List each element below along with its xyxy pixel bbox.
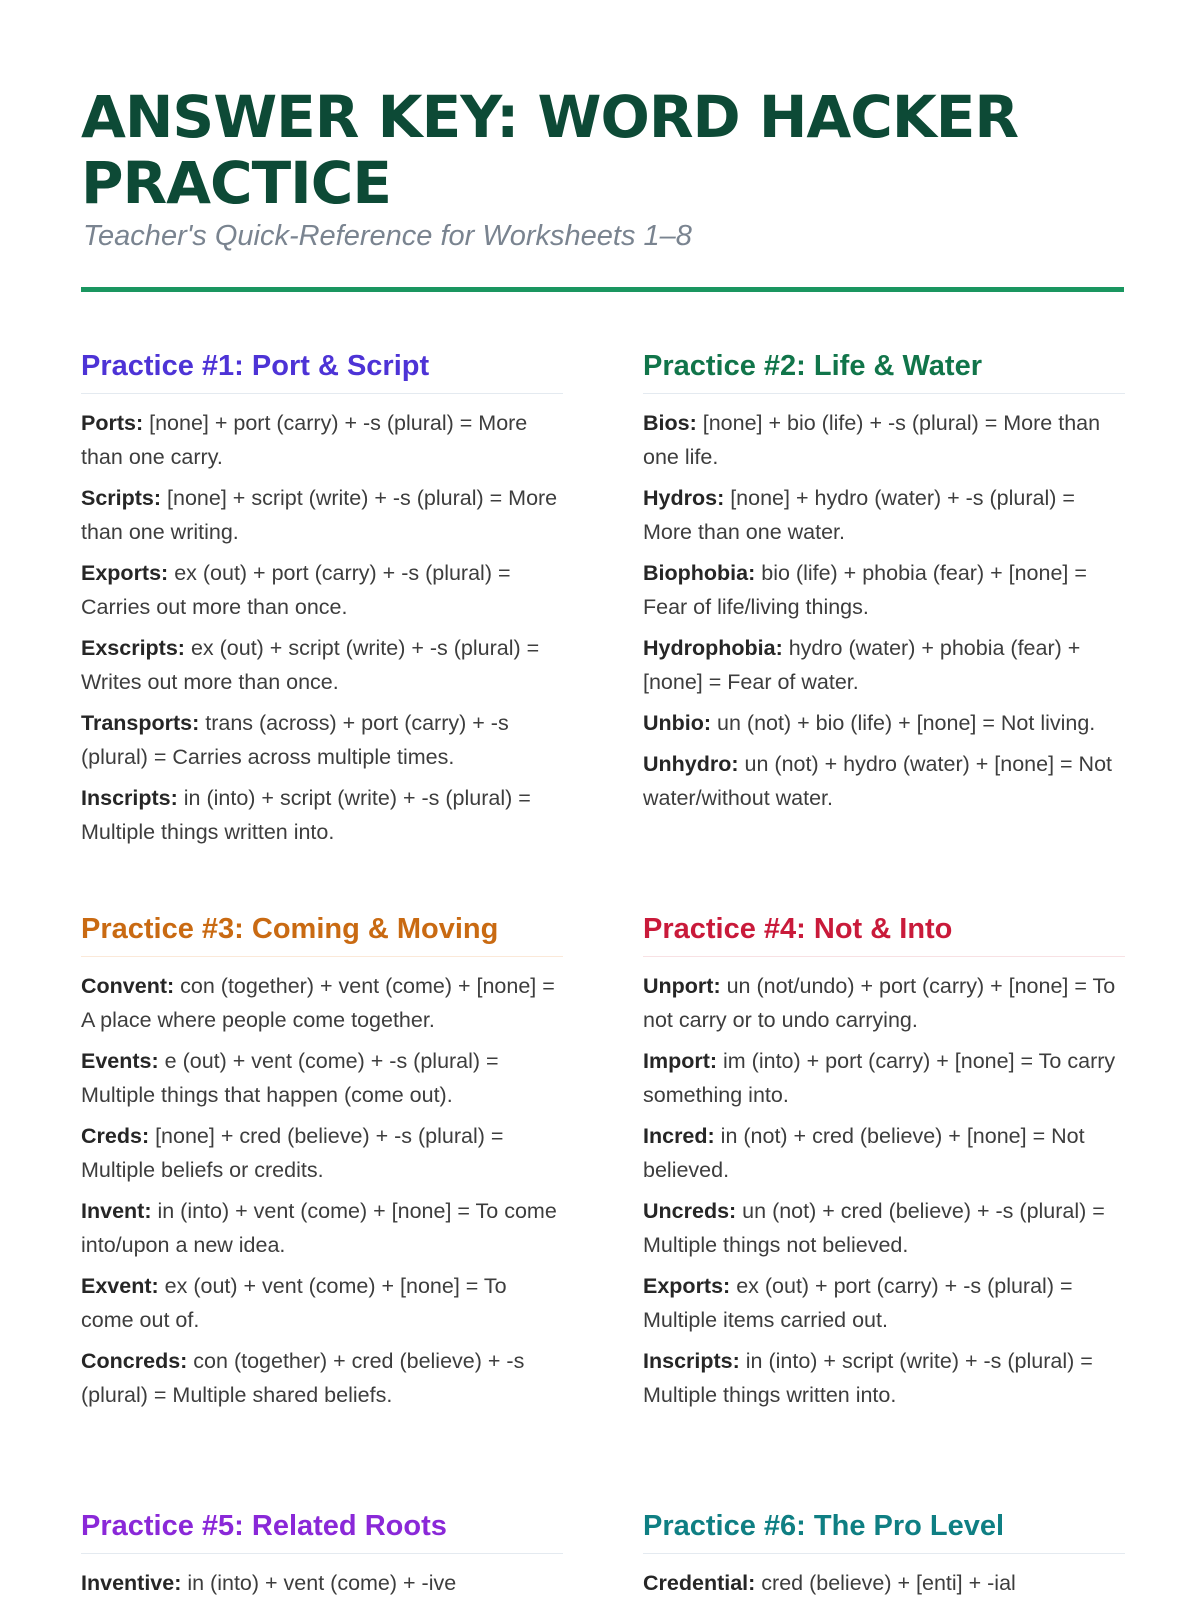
answer-entry <box>643 406 1125 474</box>
answer-entry <box>643 556 1125 624</box>
entry-term: Inventive: <box>81 1571 182 1595</box>
entry-term: Ports: <box>81 411 144 435</box>
answer-entry <box>643 1194 1125 1262</box>
entry-text: hydro (water) + phobia (fear) + [none] = Fear of water. <box>643 636 1081 694</box>
entry-text: [none] + cred (believe) + -s (plural) = Multiple beliefs or credits. <box>81 1124 504 1182</box>
entry-term: Exscripts: <box>81 636 185 660</box>
entry-text: in (into) + script (write) + -s (plural) = Multiple things written into. <box>643 1349 1093 1407</box>
entry-term: Hydrophobia: <box>643 636 783 660</box>
entry-text: [none] + port (carry) + -s (plural) = More than one carry. <box>81 411 528 469</box>
entry-text: con (together) + vent (come) + [none] = A place where people come together. <box>81 974 555 1032</box>
answer-entry <box>643 1566 1125 1600</box>
answer-entry <box>643 1119 1125 1187</box>
entry-term: Hydros: <box>643 486 725 510</box>
section-title: Practice #6: The Pro Level <box>643 1507 1125 1554</box>
entry-text: [none] + hydro (water) + -s (plural) = More than one water. <box>643 486 1075 544</box>
entry-text: im (into) + port (carry) + [none] = To carry something into. <box>643 1049 1116 1107</box>
section-title: Practice #1: Port & Script <box>81 347 563 394</box>
entry-term: Exvent: <box>81 1274 159 1298</box>
entry-term: Unbio: <box>643 711 712 735</box>
answer-entry <box>643 1269 1125 1337</box>
section-title: Practice #5: Related Roots <box>81 1507 563 1554</box>
section-title: Practice #2: Life & Water <box>643 347 1125 394</box>
practice-section-3 <box>81 910 563 1419</box>
entry-list <box>81 969 563 1412</box>
answer-entry <box>81 706 563 774</box>
entry-text: in (not) + cred (believe) + [none] = Not believed. <box>643 1124 1085 1182</box>
answer-entry <box>81 1566 563 1600</box>
entry-term: Scripts: <box>81 486 162 510</box>
entry-term: Exports: <box>81 561 169 585</box>
entry-text: [none] + script (write) + -s (plural) = More than one writing. <box>81 486 558 544</box>
entry-term: Uncreds: <box>643 1199 737 1223</box>
entry-term: Creds: <box>81 1124 150 1148</box>
answer-entry <box>81 1044 563 1112</box>
entry-text: un (not) + hydro (water) + [none] = Not water/without water. <box>643 752 1113 810</box>
answer-key-page <box>81 0 1124 1600</box>
entry-text: [none] + bio (life) + -s (plural) = More than one life. <box>643 411 1101 469</box>
entry-term: Credential: <box>643 1571 756 1595</box>
answer-entry <box>643 631 1125 699</box>
practice-section-5 <box>81 1507 563 1607</box>
answer-entry <box>643 1344 1125 1412</box>
entry-text: ex (out) + port (carry) + -s (plural) = Carries out more than once. <box>81 561 511 619</box>
entry-list <box>81 406 563 849</box>
entry-term: Biophobia: <box>643 561 756 585</box>
entry-list <box>643 406 1125 815</box>
practice-section-6 <box>643 1507 1125 1607</box>
answer-entry <box>643 969 1125 1037</box>
entry-term: Inscripts: <box>81 786 178 810</box>
entry-text: e (out) + vent (come) + -s (plural) = Multiple things that happen (come out). <box>81 1049 499 1107</box>
practice-section-4 <box>643 910 1125 1419</box>
practice-section-2 <box>643 347 1125 822</box>
entry-text: ex (out) + vent (come) + [none] = To come out of. <box>81 1274 507 1332</box>
entry-text: in (into) + script (write) + -s (plural) = Multiple things written into. <box>81 786 531 844</box>
answer-entry <box>81 1269 563 1337</box>
entry-term: Unport: <box>643 974 721 998</box>
page-title: ANSWER KEY: WORD HACKER PRACTICE <box>81 83 1019 217</box>
answer-entry <box>81 406 563 474</box>
entry-term: Incred: <box>643 1124 715 1148</box>
entry-term: Exports: <box>643 1274 731 1298</box>
answer-entry <box>81 556 563 624</box>
entry-text: ex (out) + script (write) + -s (plural) = Writes out more than once. <box>81 636 540 694</box>
practice-section-1 <box>81 347 563 856</box>
entry-text: ex (out) + port (carry) + -s (plural) = Multiple items carried out. <box>643 1274 1073 1332</box>
entry-term: Invent: <box>81 1199 152 1223</box>
answer-entry <box>81 481 563 549</box>
answer-entry <box>643 706 1125 740</box>
entry-term: Convent: <box>81 974 175 998</box>
entry-term: Events: <box>81 1049 159 1073</box>
entry-text: trans (across) + port (carry) + -s (plural) = Carries across multiple times. <box>81 711 509 769</box>
entry-term: Inscripts: <box>643 1349 740 1373</box>
entry-text: con (together) + cred (believe) + -s (plural) = Multiple shared beliefs. <box>81 1349 525 1407</box>
answer-entry <box>643 747 1125 815</box>
answer-entry <box>81 1119 563 1187</box>
section-title: Practice #4: Not & Into <box>643 910 1125 957</box>
answer-entry <box>643 481 1125 549</box>
entry-text: cred (believe) + [enti] + -ial <box>755 1571 1016 1595</box>
entry-text: in (into) + vent (come) + -ive <box>181 1571 457 1595</box>
page-subtitle: Teacher's Quick-Reference for Worksheets 1–8 <box>83 220 692 252</box>
entry-text: un (not/undo) + port (carry) + [none] = To not carry or to undo carrying. <box>643 974 1116 1032</box>
section-title: Practice #3: Coming & Moving <box>81 910 563 957</box>
entry-list <box>81 1566 563 1600</box>
entry-list <box>643 1566 1125 1600</box>
answer-entry <box>81 969 563 1037</box>
answer-entry <box>81 631 563 699</box>
entry-term: Unhydro: <box>643 752 739 776</box>
entry-text: un (not) + bio (life) + [none] = Not living. <box>711 711 1096 735</box>
entry-text: bio (life) + phobia (fear) + [none] = Fear of life/living things. <box>643 561 1087 619</box>
entry-text: un (not) + cred (believe) + -s (plural) = Multiple things not believed. <box>643 1199 1105 1257</box>
entry-term: Import: <box>643 1049 718 1073</box>
entry-term: Bios: <box>643 411 697 435</box>
entry-term: Transports: <box>81 711 200 735</box>
answer-entry <box>81 1194 563 1262</box>
entry-term: Concreds: <box>81 1349 188 1373</box>
answer-entry <box>81 1344 563 1412</box>
answer-entry <box>81 781 563 849</box>
title-divider <box>81 287 1124 292</box>
entry-list <box>643 969 1125 1412</box>
entry-text: in (into) + vent (come) + [none] = To come into/upon a new idea. <box>81 1199 557 1257</box>
answer-entry <box>643 1044 1125 1112</box>
